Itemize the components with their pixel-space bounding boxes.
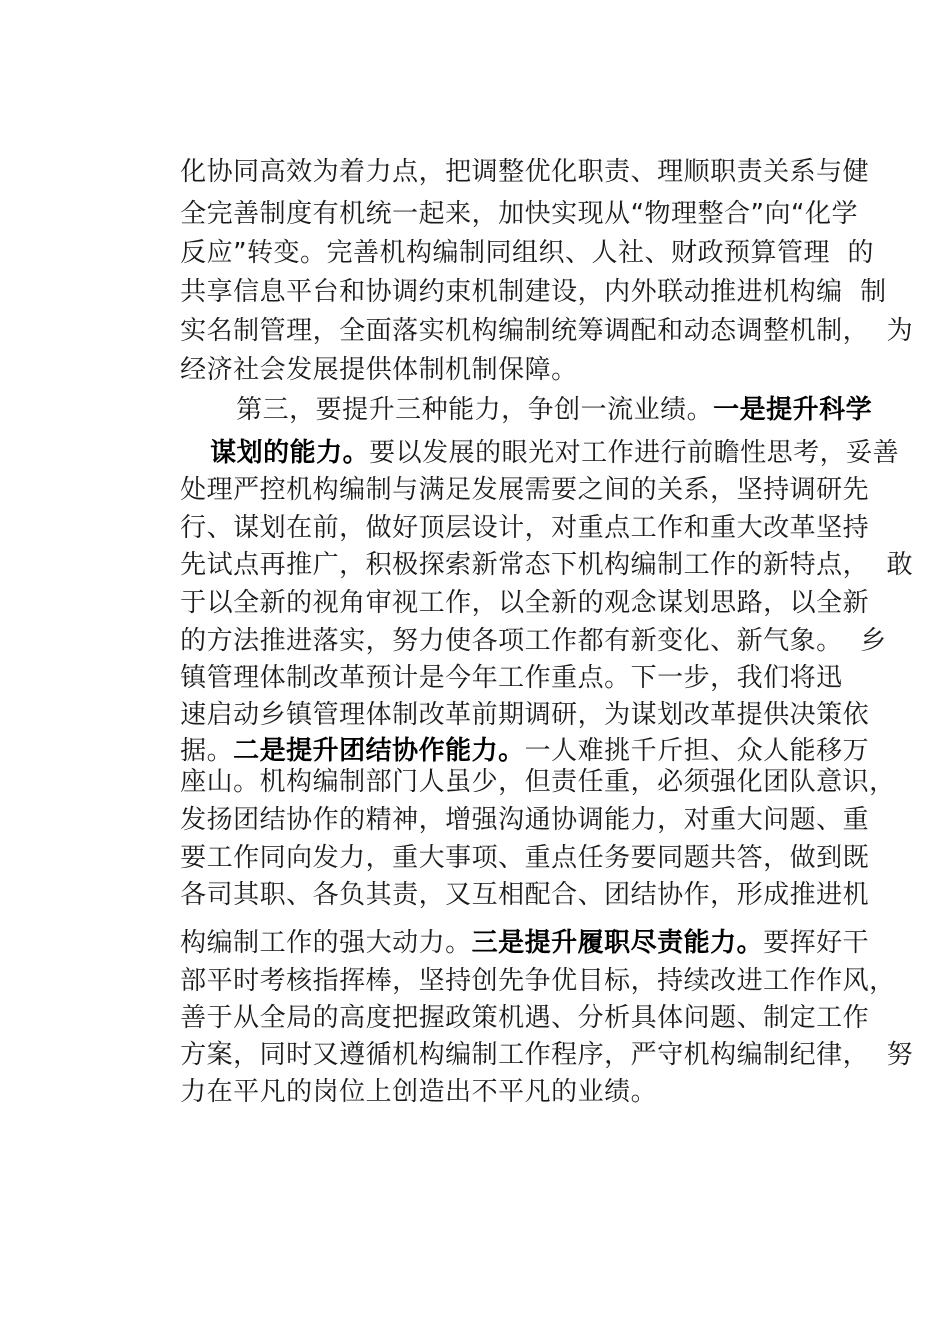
text-segment: 行、谋划在前，做好顶层设计，对重点工作和重大改革坚持 [180, 513, 870, 543]
text-segment: 的方法推进落实，努力使各项工作都有新变化、新气象。 乡 [180, 626, 887, 656]
text-segment: 据。 [180, 736, 234, 766]
text-segment: 反应”转变。完善机构编制同组织、人社、财政预算管理 的 [180, 238, 875, 268]
text-segment: 实名制管理，全面落实机构编制统筹调配和动态调整机制， 为 [180, 316, 914, 346]
text-segment: 座山。机构编制部门人虽少，但责任重，必须强化团队意识， [180, 767, 896, 797]
text-line [145, 1038, 657, 1146]
text-segment: 于以全新的视角审视工作，以全新的观念谋划思路，以全新 [180, 588, 870, 618]
text-segment: 经济社会发展提供体制机制保障。 [180, 355, 578, 385]
text-segment: 构编制工作的强大动力。 [180, 928, 472, 958]
text-segment: 要以发展的眼光对工作进行前瞻性思考，妥善 [369, 438, 900, 468]
text-segment: 处理严控机构编制与满足发展需要之间的关系，坚持调研先 [180, 475, 870, 505]
text-segment: 力在平凡的岗位上创造出不平凡的业绩。 [180, 1077, 658, 1107]
text-segment: 速启动乡镇管理体制改革前期调研，为谋划改革提供决策依 [180, 700, 870, 730]
text-segment: 化协同高效为着力点，把调整优化职责、理顺职责关系与健 [180, 157, 870, 187]
text-segment: 先试点再推广，积极探索新常态下机构编制工作的新特点， 敢 [180, 550, 914, 580]
bold-heading-segment: 二是提升团结协作能力。 [233, 736, 525, 766]
bold-heading-segment: 一是提升科学 [713, 395, 873, 425]
text-segment: 共享信息平台和协调约束机制建设，内外联动推进机构编 制 [180, 277, 887, 307]
text-segment: 全完善制度有机统一起来，加快实现从“物理整合”向“化学 [180, 199, 858, 229]
bold-heading-segment: 三是提升履职尽责能力。 [471, 928, 764, 958]
text-segment: 要挥好干 [763, 928, 870, 958]
text-segment: 善于从全局的高度把握政策机遇、分析具体问题、制定工作 [180, 1003, 870, 1033]
text-segment: 镇管理体制改革预计是今年工作重点。下一步，我们将迅 [180, 663, 843, 693]
text-segment: 部平时考核指挥棒，坚持创先争优目标，持续改进工作作风， [180, 966, 896, 996]
text-segment: 方案，同时又遵循机构编制工作程序，严守机构编制纪律， 努 [180, 1040, 914, 1070]
text-segment: 发扬团结协作的精神，增强沟通协调能力，对重大问题、重 [180, 805, 870, 835]
text-segment: 第三，要提升三种能力，争创一流业绩。 [236, 395, 714, 425]
text-segment: 一人难挑千斤担、众人能移万 [524, 736, 870, 766]
bold-heading-segment: 谋划的能力。 [210, 438, 370, 468]
text-segment: 要工作同向发力，重大事项、重点任务要同题共答，做到既 [180, 843, 870, 873]
text-segment: 各司其职、各负其责，又互相配合、团结协作，形成推进机 [180, 880, 870, 910]
